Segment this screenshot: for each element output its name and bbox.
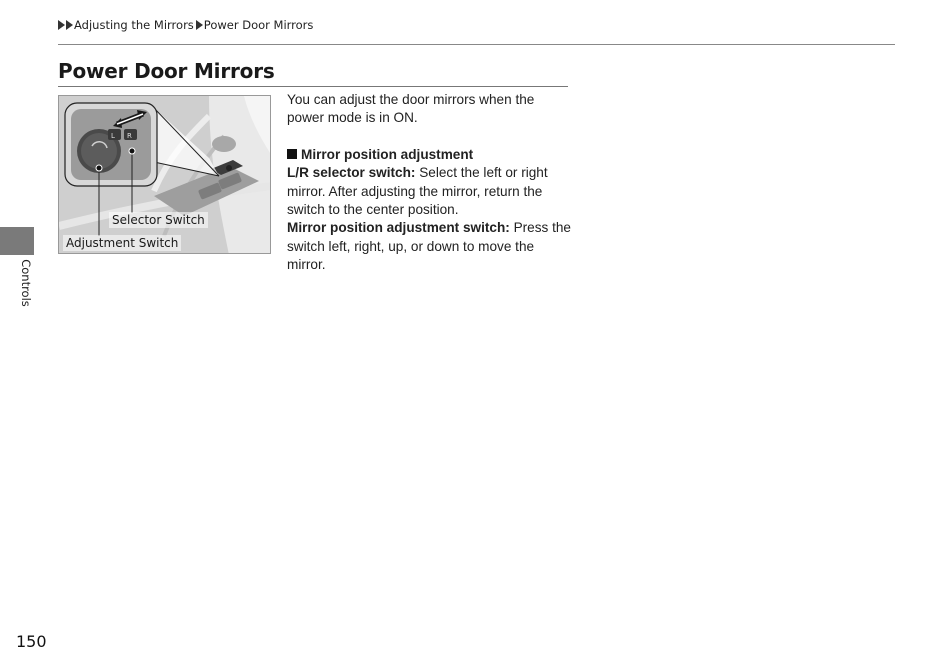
chapter-tab[interactable] [0,227,34,255]
selector-switch-description [287,164,572,219]
square-bullet-icon [287,149,297,159]
adjustment-switch-text: Press the switch left, right, up, or down to move the mirror. [287,220,571,273]
section-heading-text: Mirror position adjustment [301,146,474,162]
intro-paragraph: You can adjust the door mirrors when the power mode is in ON. [287,92,535,126]
adjustment-switch-term: Mirror position adjustment switch: [287,220,510,236]
selector-switch-label: Selector Switch [109,212,208,228]
breadcrumb [58,18,315,32]
triangle-arrow-icon [66,20,73,30]
body-text [287,91,572,275]
svg-text:L: L [111,132,115,140]
adjustment-switch-description [287,219,572,274]
header-divider [58,44,895,45]
door-panel-drawing [59,96,271,254]
section-heading [287,146,572,164]
svg-text:R: R [127,132,132,140]
page-title: Power Door Mirrors [58,59,275,83]
breadcrumb-item-power-door-mirrors[interactable]: Power Door Mirrors [203,18,314,32]
triangle-arrow-icon [196,20,203,30]
triangle-arrow-icon [58,20,65,30]
title-divider [58,86,568,87]
selector-switch-text: Select the left or right mirror. After adjusting the mirror, return the switch to the center position. [287,165,548,218]
adjustment-switch-label: Adjustment Switch [63,235,181,251]
page-number: 150 [16,632,47,651]
selector-switch-term: L/R selector switch: [287,165,416,181]
mirror-switch-illustration [58,95,271,254]
breadcrumb-item-adjusting-mirrors[interactable]: Adjusting the Mirrors [74,18,194,32]
chapter-tab-label: Controls [19,259,33,307]
